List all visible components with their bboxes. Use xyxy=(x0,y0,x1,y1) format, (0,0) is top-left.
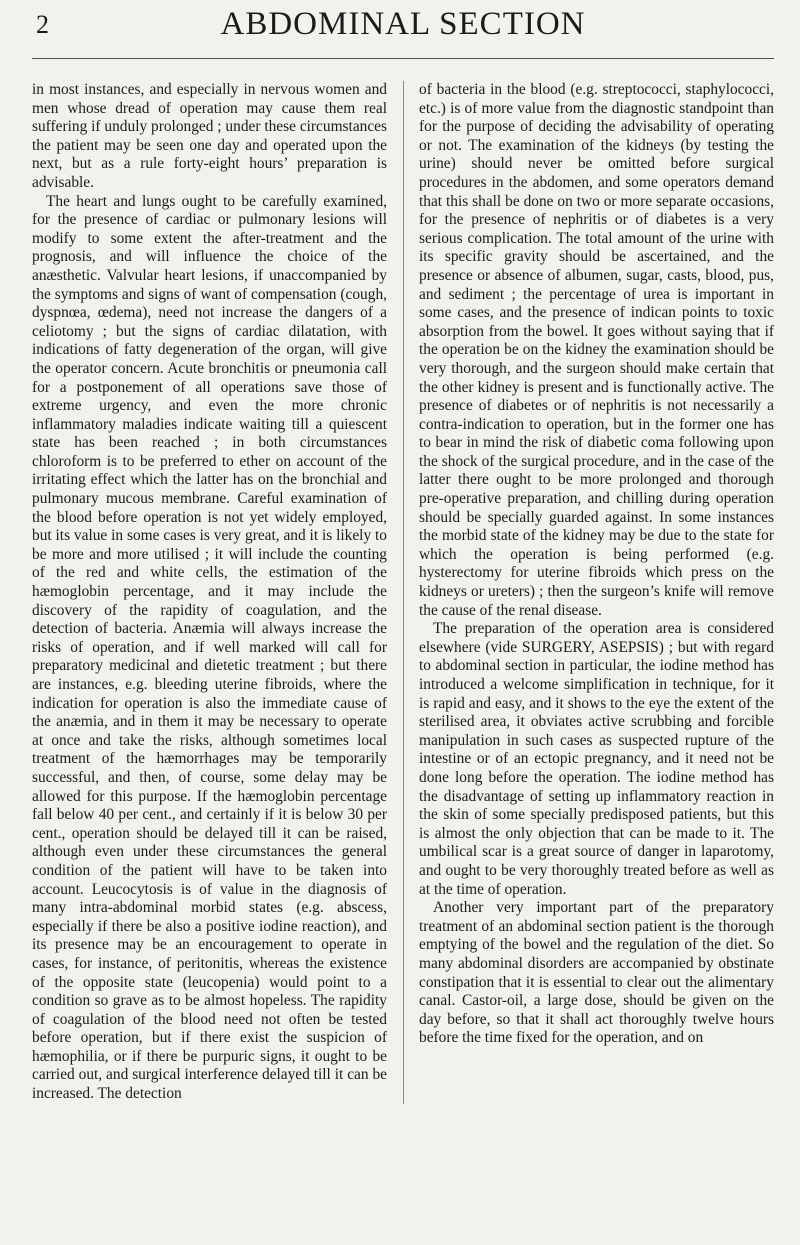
paragraph: The heart and lungs ought to be carefully examined, for the presence of cardiac or pulmonary lesions will modify to some extent the after-treatment and the prognosis, and will influence the choice of the anæsthetic. Valvular heart lesions, if unaccompanied by the symptoms and signs of want of compensation (cough, dyspnœa, œdema), need not increase the dangers of a celiotomy ; but the signs of cardiac dilatation, with indications of fatty degeneration of the organ, will give the operator concern. Acute bronchitis or pneumonia call for a postponement of all operations save those of extreme urgency, and even the more chronic inflammatory maladies indicate waiting till a quiescent state has been reached ; in both circumstances chloroform is to be preferred to ether on account of the irritating effect which the latter has on the bronchial and pulmonary mucous membrane. Careful examination of the blood before operation is not yet widely employed, but its value in some cases is very great, and it is likely to be more and more utilised ; it will include the counting of the red and white cells, the estimation of the hæmoglobin percentage, and it may include the discovery of the rapidity of coagulation, and the detection of bacteria. Anæmia will always increase the risks of operation, and if well marked will call for preparatory medicinal and dietetic treatment ; but there are instances, e.g. bleeding uterine fibroids, where the indication for operation is also the immediate cause of the anæmia, and in them it may be necessary to operate at once and take the risks, although sometimes local treatment of the hæmorrhages may be temporarily successful, and then, of course, some delay may be allowed for this purpose. If the hæmoglobin percentage fall below 40 per cent., and certainly if it is below 30 per cent., operation should be delayed till it can be raised, although even under these circumstances the general condition of the patient will have to be taken into account. Leucocytosis is of value in the diagnosis of many intra-abdominal morbid states (e.g. abscess, especially if there be also a positive iodine reaction), and its presence may be an encouragement to operate in cases, for instance, of peritonitis, whereas the existence of the opposite state (leucopenia) would point to a condition so grave as to be almost hopeless. The rapidity of coagulation of the blood need not often be tested before operation, but if there exist the suspicion of hæmophilia, or if there be purpuric signs, it ought to be carried out, and surgical interference delayed till it can be increased. The detection xyxy=(32,192,387,1103)
paragraph: Another very important part of the preparatory treatment of an abdominal section patient is the thorough emptying of the bowel and the regulation of the diet. So many abdominal disorders are accompanied by obstinate constipation that it is essential to clear out the alimentary canal. Castor-oil, a large dose, should be given on the day before, so that it shall act thoroughly twelve hours before the time fixed for the operation, and on xyxy=(419,899,774,1047)
page-header xyxy=(32,0,774,59)
running-head: ABDOMINAL SECTION xyxy=(220,6,586,42)
column-divider xyxy=(403,81,404,1104)
paragraph: of bacteria in the blood (e.g. streptococci, staphylococci, etc.) is of more value from the diagnostic standpoint than for the purpose of deciding the advisability of operating or not. The examination of the kidneys (by testing the urine) should never be omitted before surgical procedures in the abdomen, and some operators demand that this shall be done on two or more separate occasions, for the presence of nephritis or of diabetes is a very serious complication. The total amount of the urine with its specific gravity should be ascertained, and the presence or absence of albumen, sugar, casts, blood, pus, and sediment ; the percentage of urea is important in some cases, and the presence of indican points to toxic absorption from the bowel. It goes without saying that if the operation be on the kidney the examination should be very thorough, and the surgeon should make certain that the other kidney is present and is functionally active. The presence of diabetes or of nephritis is not necessarily a contra-indication to operation, but in the former one has to bear in mind the risk of diabetic coma following upon the shock of the surgical procedure, and in the case of the latter there ought to be more prolonged and thorough pre-operative preparation, and chilling during operation should be specially guarded against. In some instances the morbid state of the kidney may be due to the state for which the operation is being performed (e.g. hysterectomy for uterine fibroids which press on the kidneys or ureters) ; then the surgeon’s knife will remove the cause of the renal disease. xyxy=(419,81,774,619)
left-column xyxy=(32,81,387,1104)
right-column xyxy=(419,81,774,1104)
page-number: 2 xyxy=(36,10,49,39)
text-columns xyxy=(32,81,774,1104)
paragraph: The preparation of the operation area is considered elsewhere (vide SURGERY, ASEPSIS) ; but with regard to abdominal section in particular, the iodine method has introduced a welcome simplification in technique, for it is rapid and easy, and it shows to the eye the extent of the sterilised area, it obviates active scrubbing and forcible manipulation in such cases as suspected rupture of the intestine or of an ectopic pregnancy, and it need not be done long before the operation. The iodine method has the disadvantage of setting up inflammatory reaction in the skin of some specially predisposed patients, but this is almost the only objection that can be made to it. The umbilical scar is a great source of danger in laparotomy, and ought to be very thoroughly treated before as well as at the time of operation. xyxy=(419,620,774,898)
paragraph: in most instances, and especially in nervous women and men whose dread of operation may cause them real suffering if unduly prolonged ; under these circumstances the patient may be seen one day and operated upon the next, but as a rule forty-eight hours’ preparation is advisable. xyxy=(32,81,387,191)
